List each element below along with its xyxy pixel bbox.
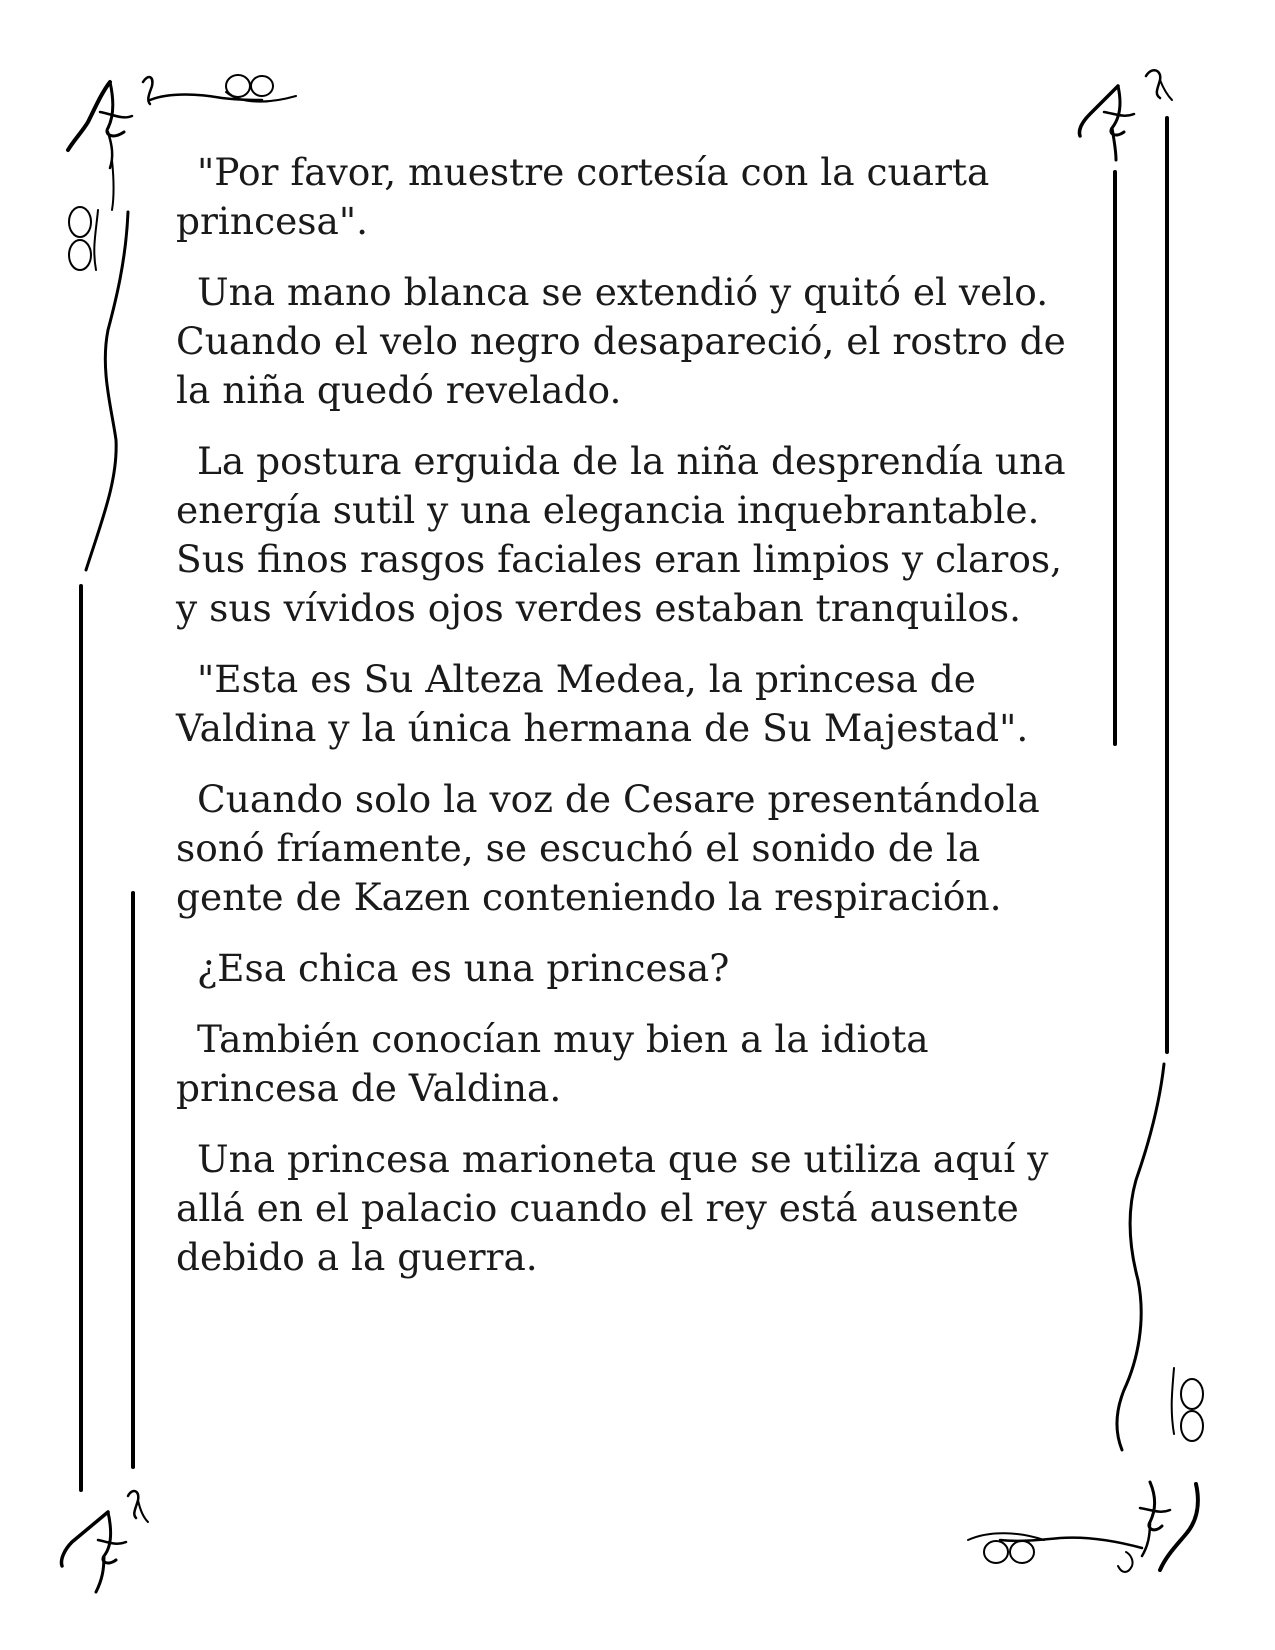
page-body [176,148,1076,1304]
paragraph: Una princesa marioneta que se utiliza aquí y allá en el palacio cuando el rey está ausente debido a la guerra. [176,1137,1049,1279]
paragraph: Una mano blanca se extendió y quitó el velo. Cuando el velo negro desapareció, el rostro de la niña quedó revelado. [176,270,1066,412]
paragraph: ¿Esa chica es una princesa? [197,946,730,990]
paragraph: También conocían muy bien a la idiota princesa de Valdina. [176,1017,929,1110]
paragraph: "Por favor, muestre cortesía con la cuarta princesa". [176,150,990,243]
paragraph: Cuando solo la voz de Cesare presentándola sonó fríamente, se escuchó el sonido de la gente de Kazen conteniendo la respiración. [176,777,1040,919]
flourish-ornament-icon [1079,70,1172,160]
paragraph: "Esta es Su Alteza Medea, la princesa de Valdina y la única hermana de Su Majestad". [176,657,1029,750]
paragraph: La postura erguida de la niña desprendía una energía sutil y una elegancia inquebrantable. Sus finos rasgos faciales eran limpios y claros, y sus vívidos ojos verdes estaban tranquilos. [176,439,1066,630]
flourish-ornament-icon [61,1491,148,1592]
